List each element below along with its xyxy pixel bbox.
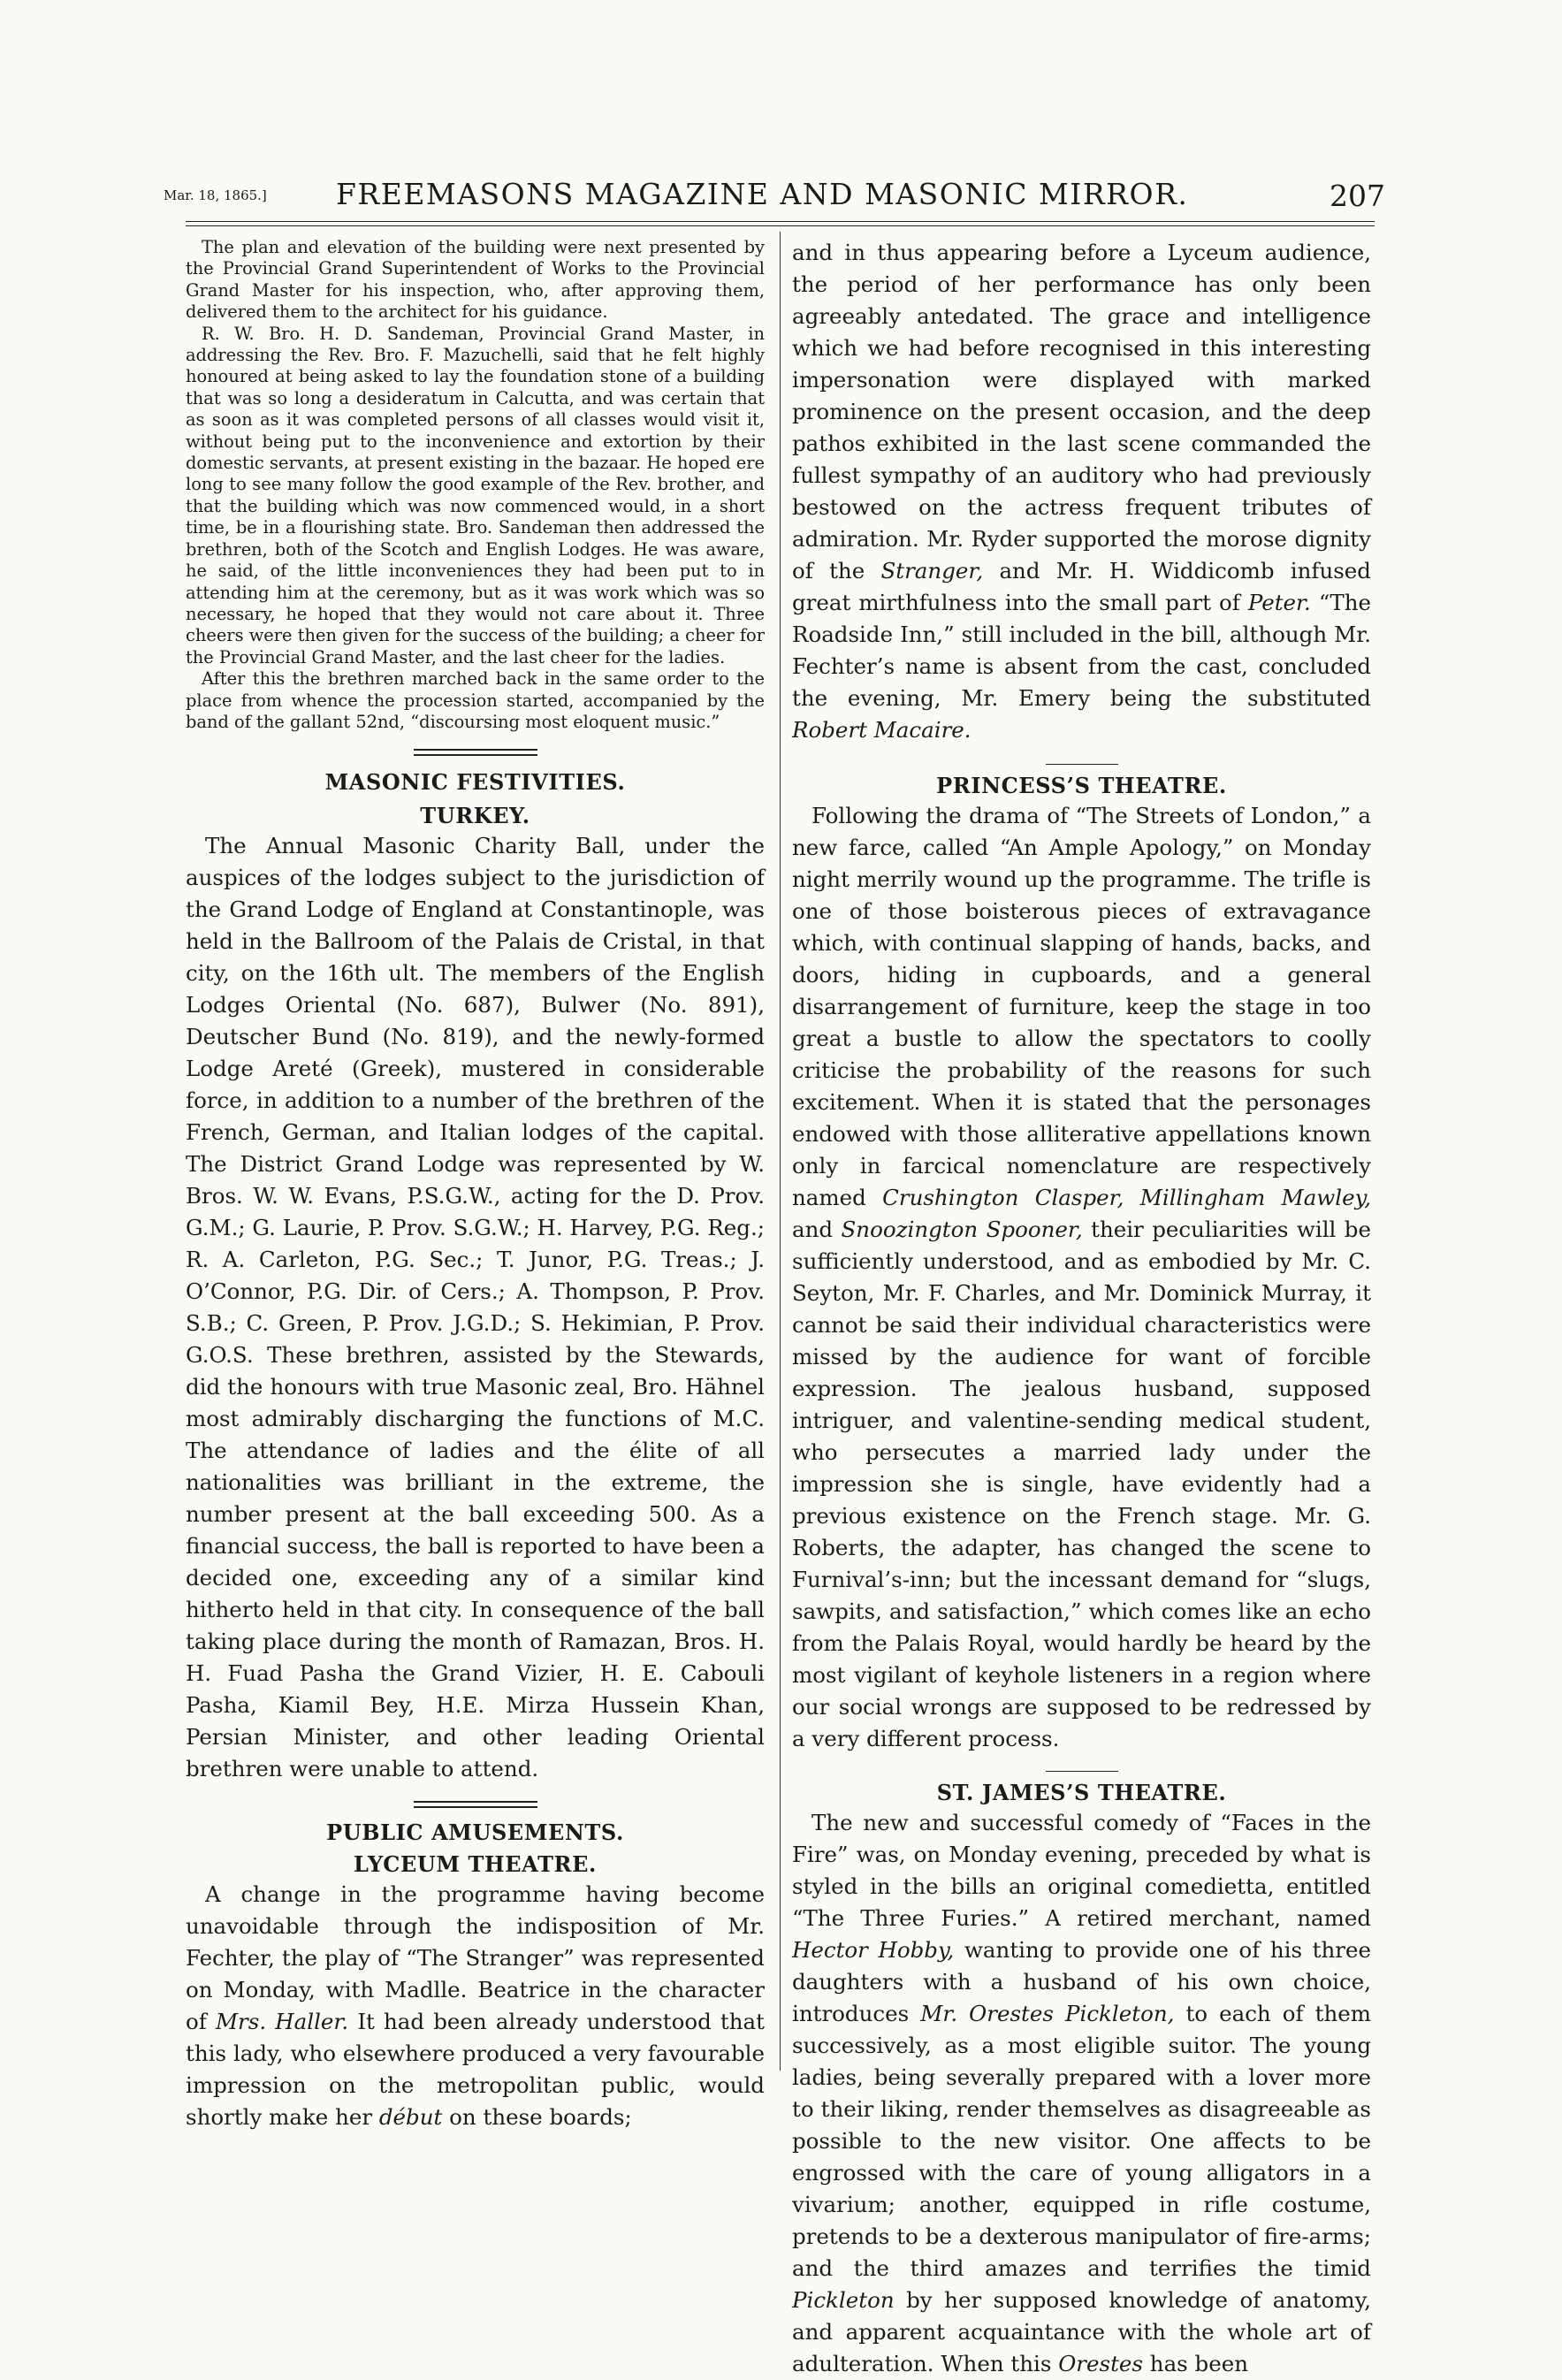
section-divider	[414, 1801, 537, 1808]
intro-paragraph-1: The plan and elevation of the building were next presented by the Provincial Grand Superintendent of Works to the Provincial Grand Master for his inspection, who, after approving them, delivered them to the architect for his guidance.	[186, 237, 765, 323]
right-column	[792, 237, 1371, 2380]
calcutta-report	[186, 237, 765, 733]
column-divider	[780, 232, 781, 2071]
st-james-paragraph: The new and successful comedy of “Faces in the Fire” was, on Monday evening, preceded by what is styled in the bills an original comedietta, entitled “The Three Furies.” A retired merchant, named Hector Hobby, wanting to provide one of his three daughters with a husband of his own choice, introduces Mr. Orestes Pickleton, to each of them successively, as a most eligible suitor. The young ladies, being severally prepared with a lover more to their liking, render themselves as disagreeable as possible to the new visitor. One affects to be engrossed with the care of young alligators in a vivarium; another, equipped in rifle costume, pretends to be a dexterous manipulator of fire-arms; and the third amazes and terrifies the timid Pickleton by her supposed knowledge of anatomy, and apparent acquaintance with the whole art of adulteration. When this Orestes has been	[792, 1810, 1372, 2376]
princess-paragraph: Following the drama of “The Streets of London,” a new farce, called “An Ample Apology,” on Monday night merrily wound up the programme. The trifle is one of those boisterous pieces of extravagance which, with continual slapping of hands, backs, and doors, hiding in cupboards, and a general disarrangement of furniture, keep the stage in too great a bustle to allow the spectators to coolly criticise the probability of the reasons for such excitement. When it is stated that the personages endowed with those alliterative appellations known only in farcical nomenclature are respectively named Crushington Clasper, Millingham Mawley, and Snoozington Spooner, their peculiarities will be sufficiently understood, and as embodied by Mr. C. Seyton, Mr. F. Charles, and Mr. Dominick Murray, it cannot be said their individual characteristics were missed by the audience for want of forcible expression. The jealous husband, supposed intriguer, and valentine-sending medical student, who persecutes a married lady under the impression she is single, have evidently had a previous existence on the French stage. Mr. G. Roberts, the adapter, has changed the scene to Furnival’s-inn; but the incessant demand for “slugs, sawpits, and satisfaction,” which comes like an echo from the Palais Royal, would hardly be heard by the most vigilant of keyhole listeners in a region where our social wrongs are supposed to be redressed by a very different process.	[792, 803, 1371, 1751]
magazine-title: FREEMASONS MAGAZINE AND MASONIC MIRROR.	[336, 177, 1189, 211]
page-number: 207	[1330, 179, 1385, 213]
princess-theatre-heading: PRINCESS’S THEATRE.	[936, 773, 1227, 798]
header-rule-top	[186, 221, 1375, 222]
turkey-heading: TURKEY.	[420, 803, 530, 829]
page-header	[0, 177, 1562, 221]
section-divider	[414, 749, 537, 756]
lyceum-heading: LYCEUM THEATRE.	[354, 1851, 597, 1878]
st-james-theatre-heading: ST. JAMES’S THEATRE.	[936, 1780, 1227, 1805]
public-amusements-heading: PUBLIC AMUSEMENTS.	[326, 1819, 624, 1846]
intro-paragraph-3: After this the brethren marched back in the same order to the place from whence the procession started, accompanied by the band of the gallant 52nd, “discoursing most eloquent music.”	[186, 668, 765, 732]
lyceum-paragraph: A change in the programme having become unavoidable through the indisposition of Mr. Fechter, the play of “The Stranger” was represented on Monday, with Madlle. Beatrice in the character of Mrs. Haller. It had been already understood that this lady, who elsewhere produced a very favourable impression on the metropolitan public, would shortly make her début on these boards;	[186, 1881, 765, 2131]
left-column	[186, 237, 765, 2133]
lyceum-continued-paragraph: and in thus appearing before a Lyceum audience, the period of her performance has only been agreeably antedated. The grace and intelligence which we had before recognised in this interesting impersonation were displayed with marked prominence on the present occasion, and the deep pathos exhibited in the last scene commanded the fullest sympathy of an auditory who had previously bestowed on the actress frequent tributes of admiration. Mr. Ryder supported the morose dignity of the Stranger, and Mr. H. Widdicomb infused great mirthfulness into the small part of Peter. “The Roadside Inn,” still included in the bill, although Mr. Fechter’s name is absent from the cast, concluded the evening, Mr. Emery being the substituted Robert Macaire.	[792, 240, 1371, 743]
turkey-paragraph: The Annual Masonic Charity Ball, under the auspices of the lodges subject to the jurisdiction of the Grand Lodge of England at Constantinople, was held in the Ballroom of the Palais de Cristal, in that city, on the 16th ult. The members of the English Lodges Oriental (No. 687), Bulwer (No. 891), Deutscher Bund (No. 819), and the newly-formed Lodge Areté (Greek), mustered in considerable force, in addition to a number of the brethren of the French, German, and Italian lodges of the capital. The District Grand Lodge was represented by W. Bros. W. W. Evans, P.S.G.W., acting for the D. Prov. G.M.; G. Laurie, P. Prov. S.G.W.; H. Harvey, P.G. Reg.; R. A. Carleton, P.G. Sec.; T. Junor, P.G. Treas.; J. O’Connor, P.G. Dir. of Cers.; A. Thompson, P. Prov. S.B.; C. Green, P. Prov. J.G.D.; S. Hekimian, P. Prov. G.O.S. These brethren, assisted by the Stewards, did the honours with true Masonic zeal, Bro. Hähnel most admirably discharging the functions of M.C. The attendance of ladies and the élite of all nationalities was brilliant in the extreme, the number present at the ball exceeding 500. As a financial success, the ball is reported to have been a decided one, exceeding any of a similar kind hitherto held in that city. In consequence of the ball taking place during the month of Ramazan, Bros. H. H. Fuad Pasha the Grand Vizier, H. E. Cabouli Pasha, Kiamil Bey, H.E. Mirza Hussein Khan, Persian Minister, and other leading Oriental brethren were unable to attend.	[186, 833, 765, 1782]
header-rule-bottom	[186, 225, 1375, 226]
masonic-festivities-heading: MASONIC FESTIVITIES.	[324, 769, 626, 796]
issue-date: Mar. 18, 1865.]	[164, 187, 267, 203]
intro-paragraph-2: R. W. Bro. H. D. Sandeman, Provincial Grand Master, in addressing the Rev. Bro. F. Mazuchelli, said that he felt highly honoured at being asked to lay the foundation stone of a building that was so long a desideratum in Calcutta, and was certain that as soon as it was completed persons of all classes would visit it, without being put to the inconvenience and extortion by their domestic servants, at present existing in the bazaar. He hoped ere long to see many follow the good example of the Rev. brother, and that the building which was now commenced would, in a short time, be in a flourishing state. Bro. Sandeman then addressed the brethren, both of the Scotch and English Lodges. He was aware, he said, of the little inconveniences they had been put to in attending him at the ceremony, but as it was work which was so necessary, he hoped that they would not care about it. Three cheers were then given for the success of the building; a cheer for the Provincial Grand Master, and the last cheer for the ladies.	[186, 323, 765, 667]
